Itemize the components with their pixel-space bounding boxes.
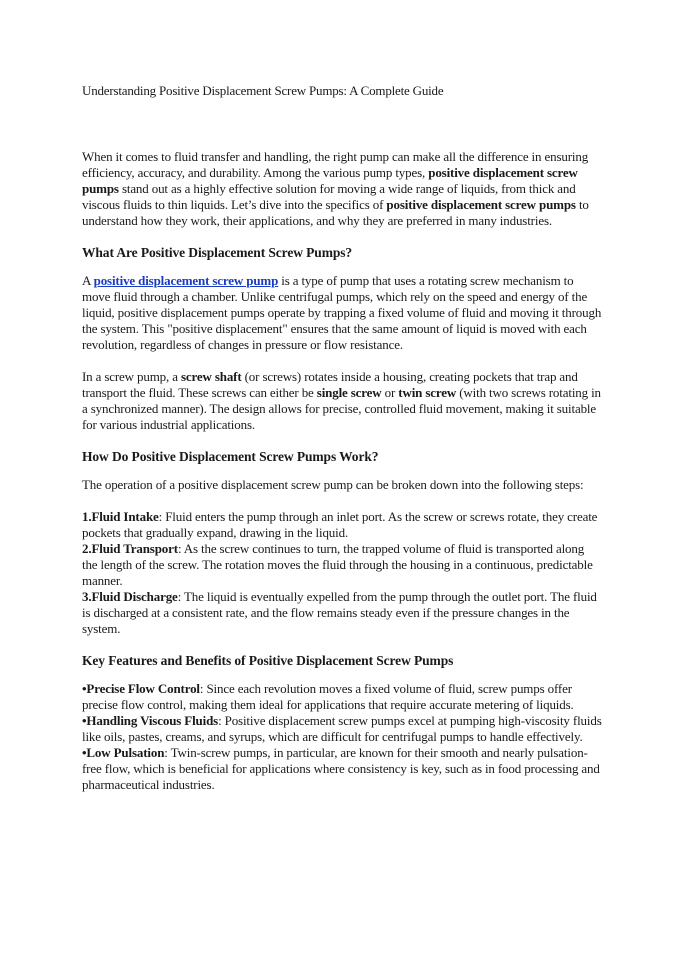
step-label: 2.Fluid Transport: [82, 541, 178, 556]
definition-text-1: A: [82, 273, 94, 288]
feature-item: [82, 745, 602, 793]
shaft-text-2: (or screws) rotates inside a housing, creating pockets that trap and transport the fluid. These screws can either be: [82, 369, 578, 400]
intro-paragraph: [82, 149, 602, 229]
step-label: 1.Fluid Intake: [82, 509, 159, 524]
feature-text: : Positive displacement screw pumps excel at pumping high-viscosity fluids like oils, pastes, creams, and syrups, which are difficult for centrifugal pumps to handle effectively.: [82, 713, 602, 744]
feature-item: [82, 713, 602, 745]
feature-text: : Twin-screw pumps, in particular, are known for their smooth and nearly pulsation-free flow, which is beneficial for applications where consistency is key, such as in food processing and pharmaceutical industries.: [82, 745, 600, 792]
intro-bold-1: positive displacement screw pumps: [82, 165, 578, 196]
intro-text-2: stand out as a highly effective solution for moving a wide range of liquids, from thick and viscous fluids to thin liquids. Let’s dive into the specifics of: [82, 181, 576, 212]
definition-text-2: is a type of pump that uses a rotating screw mechanism to move fluid through a chamber. Unlike centrifugal pumps, which rely on the speed and energy of the liquid, positive displacement pumps operate by trapping a fixed volume of fluid and moving it through the system. This "positive displacement" ensures that the same amount of liquid is moved with each revolution, regardless of changes in pressure or flow resistance.: [82, 273, 602, 352]
shaft-text-1: In a screw pump, a: [82, 369, 181, 384]
features-list: [82, 681, 602, 793]
step-item: [82, 541, 602, 589]
shaft-bold-1: screw shaft: [180, 369, 242, 384]
screw-shaft-paragraph: [82, 369, 602, 433]
step-text: : Fluid enters the pump through an inlet port. As the screw or screws rotate, they create pockets that gradually expand, drawing in the liquid.: [82, 509, 598, 540]
steps-list: [82, 509, 602, 637]
spacer: [82, 669, 602, 681]
intro-text-1: When it comes to fluid transfer and handling, the right pump can make all the difference in ensuring efficiency, accuracy, and durability. Among the various pump types,: [82, 149, 589, 180]
step-label: 3.Fluid Discharge: [82, 589, 178, 604]
feature-text: : Since each revolution moves a fixed volume of fluid, screw pumps offer precise flow control, making them ideal for applications that require accurate metering of liquids.: [82, 681, 574, 712]
section-heading-features: Key Features and Benefits of Positive Displacement Screw Pumps: [82, 653, 454, 668]
section-heading-what: What Are Positive Displacement Screw Pumps?: [82, 245, 353, 260]
spacer: [82, 637, 602, 653]
shaft-text-4: (with two screws rotating in a synchronized manner). The design allows for precise, controlled fluid movement, making it suitable for various industrial applications.: [82, 385, 601, 432]
step-item: [82, 509, 602, 541]
step-item: [82, 589, 602, 637]
shaft-bold-2: single screw: [316, 385, 382, 400]
intro-text-3: to understand how they work, their applications, and why they are preferred in many industries.: [82, 197, 589, 228]
spacer: [82, 353, 602, 369]
spacer: [82, 261, 602, 273]
steps-intro-paragraph: The operation of a positive displacement screw pump can be broken down into the following steps:: [82, 477, 584, 492]
spacer: [82, 99, 602, 149]
document-title: Understanding Positive Displacement Screw Pumps: A Complete Guide: [82, 83, 444, 98]
feature-label: •Precise Flow Control: [82, 681, 200, 696]
feature-item: [82, 681, 602, 713]
document-page: [82, 83, 602, 793]
spacer: [82, 229, 602, 245]
spacer: [82, 433, 602, 449]
intro-bold-2: positive displacement screw pumps: [386, 197, 576, 212]
section-heading-how: How Do Positive Displacement Screw Pumps Work?: [82, 449, 379, 464]
spacer: [82, 493, 602, 509]
definition-paragraph: [82, 273, 602, 353]
feature-label: •Low Pulsation: [82, 745, 165, 760]
spacer: [82, 465, 602, 477]
feature-label: •Handling Viscous Fluids: [82, 713, 219, 728]
step-text: : The liquid is eventually expelled from the pump through the outlet port. The fluid is discharged at a consistent rate, and the flow remains steady even if the pressure changes in the system.: [82, 589, 597, 636]
screw-pump-link[interactable]: positive displacement screw pump: [93, 273, 279, 288]
shaft-bold-3: twin screw: [398, 385, 457, 400]
step-text: : As the screw continues to turn, the trapped volume of fluid is transported along the length of the screw. The rotation moves the fluid through the housing in a continuous, predictable manner.: [82, 541, 593, 588]
shaft-text-3: or: [381, 385, 399, 400]
